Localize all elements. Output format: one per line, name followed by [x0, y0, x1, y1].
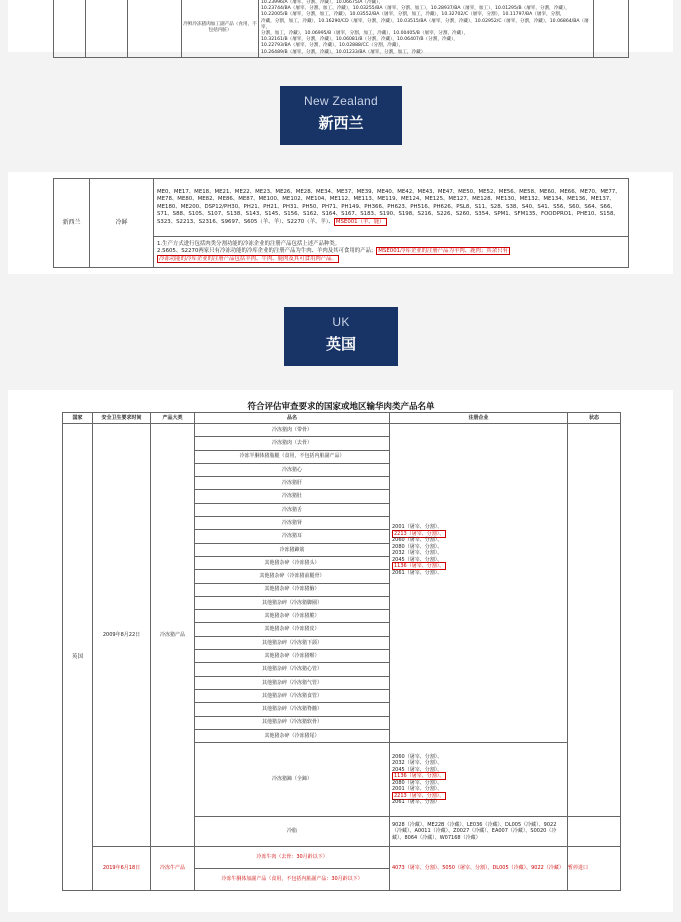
product-name-cell: 其他猪杂碎（冷冻猪脊髓）	[195, 703, 390, 716]
header-product: 品名	[195, 413, 390, 424]
nz-table-card	[8, 172, 673, 274]
new-zealand-banner	[280, 86, 402, 145]
product-name-cell: 冷冻猪耳	[195, 530, 390, 543]
header-category: 产品大类	[151, 413, 195, 424]
registered-establishment: 2061（屠宰、分割）、	[392, 569, 443, 576]
nz-note-1: 1.生产方式进行包括肉类分割功能的冷冻企业的注册产品包括上述产品种类。	[157, 240, 341, 247]
top-line: 10.23744/BA（屠宰、分割、加工、冷藏），10.03255/BA（屠宰、分割、加工），10.28937/BA（屠宰，加工），10.01295/B（屠宰，分割，冷藏），	[261, 6, 570, 12]
date-cell: 2009年8月22日	[93, 424, 151, 847]
registered-cell-group-2	[390, 743, 568, 817]
product-name-cell: 冷冻牛肉（去骨：30月龄以下）	[195, 847, 390, 869]
status-cell	[568, 424, 621, 817]
product-name-cell: 冷冻牛胴体加副产品（食用，不包括内脏副产品：30月龄以下）	[195, 869, 390, 891]
date-cell-2: 2019年6月18日	[93, 847, 151, 891]
top-line: 分割，加工，冷藏），10.06995/B（屠宰，分割，加工，冷藏），10.00405/B（屠宰，分割，冷藏），	[261, 31, 469, 37]
top-line: 10.22005/B（屠宰，分割，加工，冷藏），10.03552/BA（屠宰，分割，加工，冷藏），10.32702/C（屠宰，分割），10.11797/BA（屠宰，分割，	[261, 12, 565, 18]
header-status: 状态	[568, 413, 621, 424]
registered-establishment: 2060（屠宰、分割）、	[392, 537, 443, 543]
registered-establishment: 2045（屠宰、分割）、	[392, 766, 443, 773]
status-cell-beef: 暂停进口	[568, 847, 621, 891]
product-name-cell: 冷冻猪肾	[195, 517, 390, 530]
product-name-cell: 冷冻半胴体猪脂腿（食用，不包括内脏副产品）	[195, 450, 390, 463]
registered-establishment: 2001（屠宰、分割）、	[392, 524, 443, 530]
registered-establishment: 2045（屠宰、分割）、	[392, 556, 443, 563]
table-row	[63, 424, 621, 437]
product-name-cell: 冷脂	[195, 817, 390, 847]
registered-list-1	[392, 524, 567, 576]
product-name-cell: 其他猪杂碎（冷冻猪脑）	[195, 583, 390, 596]
registered-establishment: 2060（屠宰、分割）、	[392, 753, 443, 760]
registered-establishment: 2032（屠宰、分割）、	[392, 550, 443, 556]
top-col-status	[594, 0, 629, 57]
top-table-card	[8, 0, 673, 55]
registered-establishment: 1136（屠宰、分割）、	[394, 563, 445, 569]
uk-table	[62, 412, 621, 891]
product-name-cell: 其他猪杂碎（冷冻猪心管）	[195, 663, 390, 676]
banner-english-title: New Zealand	[303, 94, 378, 108]
product-name-cell: 冷冻猪舌	[195, 503, 390, 516]
product-name-cell: 冷冻猪蹄（全蹄）	[195, 743, 390, 817]
header-country: 国家	[63, 413, 93, 424]
product-name-cell: 其他猪杂碎（冷冻猪气管）	[195, 676, 390, 689]
uk-banner	[284, 307, 398, 366]
product-name-cell: 冷冻猪肝	[195, 477, 390, 490]
registered-establishment: 2001（屠宰、分割）、	[392, 786, 443, 793]
category-cell: 冷冻猪产品	[151, 424, 195, 847]
registered-establishment: 1136（屠宰、分割）、	[394, 773, 445, 780]
product-name-cell: 冷冻猪肚	[195, 490, 390, 503]
product-name-cell: 冷冻猪心	[195, 463, 390, 476]
product-name-cell: 其他猪杂碎（冷冻猪下颌）	[195, 636, 390, 649]
top-col-date	[86, 0, 128, 57]
nz-note-2: 2.S605、S2270两家只有冷冻功能的冷库企业的注册产品为牛肉、羊肉及其可食用的产品； MSE001冷库企业的注册产品为羊肉、鹿肉；其余只有	[157, 248, 508, 255]
product-name-cell: 其他猪杂碎（冷冻猪食管）	[195, 689, 390, 702]
product-name-cell: 其他猪杂碎（冷冻猪脆）	[195, 610, 390, 623]
new-zealand-table	[53, 178, 629, 268]
product-name-cell: 冷冻猪肉（去骨）	[195, 437, 390, 450]
country-cell: 英国	[63, 424, 93, 891]
registered-cell-beef: 4073（屠宰、分割）、5050（屠宰、分割）、DL005（冷藏）、9022（冷藏）	[390, 847, 568, 891]
product-name-cell: 其他猪杂碎（冷冻猪头）	[195, 556, 390, 569]
top-line: 10.32161/B（屠宰，分割，冷藏），10.06081/B（分割，冷藏），10.06407/B（分割，冷藏），	[261, 37, 458, 43]
nz-notes-cell	[154, 237, 629, 268]
top-line: 10.23996/A（屠宰、分割、冷藏），10.06675/A（冷藏），	[261, 0, 384, 5]
category-cell-2: 冷冻牛产品	[151, 847, 195, 891]
top-registered-cell	[259, 0, 594, 57]
uk-table-title: 符合评估审查要求的国家或地区输华肉类产品名单	[247, 402, 435, 412]
registered-establishment: 2032（屠宰、分割）、	[392, 760, 443, 767]
table-row	[63, 847, 621, 869]
nz-country-cell: 新西兰	[54, 179, 90, 268]
top-line: 10.26489/B（屠宰，分割，冷藏），10.01233/BA（屠宰，分割，加工，冷藏）	[261, 49, 426, 55]
product-name-cell: 其他猪杂碎（冷冻猪尾）	[195, 729, 390, 742]
nz-note-3	[157, 256, 625, 264]
nz-note-highlight: MSE001冷库企业的注册产品为羊肉、鹿肉；其余只有	[378, 248, 508, 255]
nz-highlight-mse001: MSE001（羊、鹿）	[335, 218, 385, 225]
top-line: 冷藏，分割，加工，冷藏），10.16290/CD（屠宰，分割，冷藏），10.03515/BA（屠宰，分割，冷藏），10.02952/C（屠宰，分割，冷藏），10.06864/BA（屠宰，	[261, 18, 589, 30]
nz-note-highlight-2: 冷冻功能的冷库企业的注册产品包括羊肉、牛肉、鹿肉及其可食用肉产品。	[159, 255, 337, 262]
banner-chinese-title: 新西兰	[318, 114, 364, 132]
registered-cell-lard: 9028（冷藏）、ME22B（冷藏）、LE036（冷藏）、DL005（冷藏）、9022（冷藏）、A0011（冷藏）、Z0027（冷藏）、EA007（冷藏）、S0020（冷藏）、8064（冷藏）、W07168（冷藏）	[390, 817, 568, 847]
top-col-country	[54, 0, 86, 57]
product-name-cell: 冷冻猪肉（带骨）	[195, 424, 390, 437]
registered-cell-group-1	[390, 424, 568, 743]
registered-establishment: 2213（屠宰、分割）、	[394, 530, 445, 537]
banner-english-title: UK	[332, 315, 350, 329]
top-col-category	[128, 0, 182, 57]
registered-list-2	[392, 754, 567, 806]
registered-establishment: 2213（屠宰、分割）、	[394, 792, 445, 799]
registered-establishment: 2061（屠宰、分割）	[392, 799, 440, 806]
registered-establishment: 2080（屠宰、分割）、	[392, 543, 443, 550]
product-name-cell: 其他猪杂碎（冷冻猪软骨）	[195, 716, 390, 729]
product-name-cell: 其他猪杂碎（冷冻猪皮）	[195, 623, 390, 636]
top-product-cell: 冷鲜冷冻猪肉加工副产品（食用，不包括内脏）	[182, 0, 259, 57]
top-line: 10.22793/BA（屠宰，分割，冷藏），10.02888/CC（分割，冷藏），	[261, 43, 404, 49]
nz-product-cell: 冷鲜	[90, 179, 154, 268]
product-name-cell: 其他猪杂碎（冷冻猪脚圈）	[195, 596, 390, 609]
registered-establishment: 2080（屠宰、分割）、	[392, 779, 443, 786]
banner-chinese-title: 英国	[325, 335, 356, 353]
top-fragment-table	[53, 0, 629, 58]
product-name-cell: 其他猪杂碎（冷冻猪前腿骨）	[195, 570, 390, 583]
status-cell	[568, 817, 621, 847]
product-name-cell: 其他猪杂碎（冷冻猪喉）	[195, 650, 390, 663]
product-name-cell: 冷冻猪蹄筋	[195, 543, 390, 556]
header-date: 安全卫生要求时间	[93, 413, 151, 424]
nz-establishment-list: ME0、ME17、ME18、ME21、ME22、ME23、ME26、ME28、ME34、ME37、ME39、ME40、ME42、ME43、ME47、ME50、ME52、ME56、ME58、ME60、ME66、ME70、ME77、ME78、ME80、ME82、ME86、ME87、ME100、ME102、ME104、ME112、ME113、ME119、ME124、ME125、ME127、ME128、ME130、ME132、ME134、ME136、ME137、ME180、ME200、DSP12/PH30、PH21、PH21、PH31、PH50、PH71、PH149、PH366、PH623、PH516、PH626、PSL8、S11、S28、S38、S40、S41、S56、S60、S64、S66、S71、S88、S105、S107、S138、S143、S145、S156、S162、S164、S167、S183、S190、S198、S216、S226、S260、S354、SPM1、SFM135、FOODPRO1、PHE10、S158、S323、S2213、S2316、S9697、S605（羊、羊）、S2270（羊、羊）、 MSE001（羊、鹿）	[154, 179, 629, 237]
header-registered: 注册企业	[390, 413, 568, 424]
